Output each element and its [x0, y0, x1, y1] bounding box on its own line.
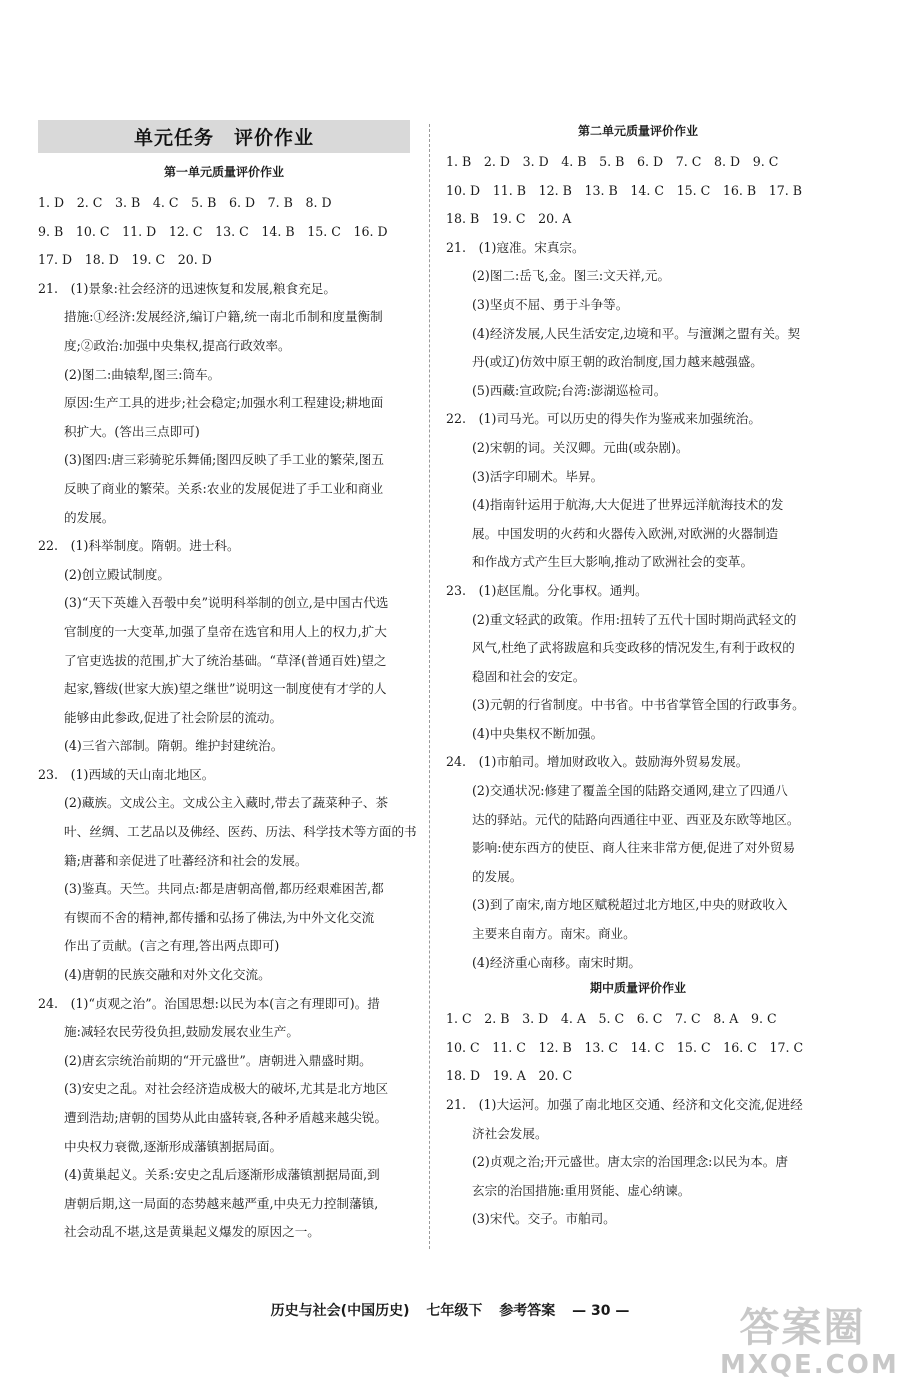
answer-line: 23. (1)西域的天山南北地区。	[38, 766, 215, 782]
answer-line: (2)图二:岳飞,金。图三:文天祥,元。	[472, 268, 671, 284]
footer-grade: 七年级下	[426, 1303, 483, 1319]
answer-line: (5)西藏:宣政院;台湾:澎湖巡检司。	[472, 382, 667, 398]
answer-line: 玄宗的治国措施:重用贤能、虚心纳谏。	[472, 1182, 691, 1198]
page-number: — 30 —	[572, 1303, 630, 1319]
answer-line: 济社会发展。	[472, 1125, 548, 1141]
answer-line: 中央权力衰微,逐渐形成藩镇割据局面。	[64, 1138, 283, 1154]
answer-line: 和作战方式产生巨大影响,推动了欧洲社会的变革。	[472, 554, 754, 570]
unit2-title: 第二单元质量评价作业	[577, 124, 698, 138]
answer-line: (2)藏族。文成公主。文成公主入藏时,带去了蔬菜种子、茶	[64, 795, 389, 811]
answer-line: (3)安史之乱。对社会经济造成极大的破坏,尤其是北方地区	[64, 1081, 389, 1097]
answer-line: 度;②政治:加强中央集权,提高行政效率。	[64, 337, 291, 353]
answer-line: 22. (1)科举制度。隋朝。进士科。	[38, 538, 240, 554]
answer-line: 遭到浩劫;唐朝的国势从此由盛转衰,各种矛盾越来越尖锐。	[64, 1110, 388, 1125]
answer-line: (2)宋朝的词。关汉卿。元曲(或杂剧)。	[472, 439, 689, 455]
midterm-title: 期中质量评价作业	[589, 981, 686, 996]
answer-line: (3)图四:唐三彩骑驼乐舞俑;图四反映了手工业的繁荣,图五	[64, 452, 384, 468]
answer-line: 有锲而不舍的精神,都传播和弘扬了佛法,为中外文化交流	[64, 909, 375, 925]
answer-line: 能够由此参政,促进了社会阶层的流动。	[64, 709, 283, 725]
right-column	[446, 120, 830, 1234]
answer-line: (2)贞观之治;开元盛世。唐太宗的治国理念:以民为本。唐	[472, 1154, 788, 1170]
watermark-logo	[720, 1305, 899, 1385]
answer-line: 施:减轻农民劳役负担,鼓励发展农业生产。	[64, 1024, 299, 1040]
answer-line: (4)黄巢起义。关系:安史之乱后逐渐形成藩镇割据局面,到	[64, 1167, 380, 1183]
answer-line: 的发展。	[64, 509, 115, 525]
midterm-answers	[446, 1005, 830, 1234]
answer-line: 24. (1)“贞观之治”。治国思想:以民为本(言之有理即可)。措	[38, 995, 380, 1011]
answer-line: 1. C 2. B 3. D 4. A 5. C 6. C 7. C 8. A 9. C	[446, 1011, 777, 1027]
answer-line: (3)宋代。交子。市舶司。	[472, 1211, 616, 1227]
answer-line: (3)元朝的行省制度。中书省。中书省掌管全国的行政事务。	[472, 697, 805, 713]
answer-line: (3)坚贞不屈、勇于斗争等。	[472, 296, 629, 312]
section-banner: 单元任务 评价作业	[38, 120, 410, 153]
unit2-answers	[446, 148, 830, 977]
answer-line: 10. D 11. B 12. B 13. B 14. C 15. C 16. B 17. B	[446, 182, 803, 198]
answer-line: 1. D 2. C 3. B 4. C 5. B 6. D 7. B 8. D	[38, 195, 332, 210]
answer-line: (3)到了南宋,南方地区赋税超过北方地区,中央的财政收入	[472, 897, 788, 913]
answer-line: 17. D 18. D 19. C 20. D	[38, 252, 212, 268]
answer-line: 作出了贡献。(言之有理,答出两点即可)	[64, 938, 280, 954]
footer-label: 参考答案	[499, 1303, 556, 1319]
answer-line: 9. B 10. C 11. D 12. C 13. C 14. B 15. C 16. D	[38, 223, 388, 239]
answer-line: 的发展。	[472, 868, 523, 884]
answer-line: (2)创立殿试制度。	[64, 566, 170, 582]
answer-line: 1. B 2. D 3. D 4. B 5. B 6. D 7. C 8. D 9. C	[446, 154, 779, 169]
answer-line: (4)唐朝的民族交融和对外文化交流。	[64, 967, 271, 983]
answer-line: 22. (1)司马光。可以历史的得失作为鉴戒来加强统治。	[446, 411, 761, 427]
answer-line: 积扩大。(答出三点即可)	[64, 423, 200, 439]
answer-line: (4)经济重心南移。南宋时期。	[472, 954, 641, 970]
answer-line: 24. (1)市舶司。增加财政收入。鼓励海外贸易发展。	[446, 754, 749, 770]
answer-line: (4)三省六部制。隋朝。维护封建统治。	[64, 738, 284, 754]
answer-line: 起家,簪绂(世家大族)望之继世”说明这一制度使有才学的人	[64, 681, 387, 697]
answer-line: 丹(或辽)仿效中原王朝的政治制度,国力越来越强盛。	[472, 354, 763, 370]
answer-line: 21. (1)大运河。加强了南北地区交通、经济和文化交流,促进经	[446, 1097, 803, 1112]
footer-subject: 历史与社会(中国历史)	[270, 1303, 410, 1319]
answer-line: (4)指南针运用于航海,大大促进了世界远洋航海技术的发	[472, 497, 784, 513]
answer-line: 叶、丝绸、工艺品以及佛经、医药、历法、科学技术等方面的书	[64, 824, 417, 840]
answer-line: 18. D 19. A 20. C	[446, 1068, 573, 1084]
unit1-answers	[38, 189, 417, 1247]
answer-line: 18. B 19. C 20. A	[446, 211, 572, 227]
answer-line: 10. C 11. C 12. B 13. C 14. C 15. C 16. C 17. C	[446, 1039, 804, 1055]
answer-line: (3)“天下英雄入吾彀中矣”说明科举制的创立,是中国古代选	[64, 595, 389, 611]
unit1-title: 第一单元质量评价作业	[163, 165, 284, 179]
answer-line: (2)重文轻武的政策。作用:扭转了五代十国时期尚武轻文的	[472, 611, 797, 627]
answer-line: 唐朝后期,这一局面的态势越来越严重,中央无力控制藩镇,	[64, 1195, 379, 1211]
answer-line: (3)活字印刷术。毕昇。	[472, 468, 604, 484]
answer-line: 社会动乱不堪,这是黄巢起义爆发的原因之一。	[64, 1224, 320, 1240]
answer-line: (4)中央集权不断加强。	[472, 725, 604, 741]
answer-line: 官制度的一大变革,加强了皇帝在选官和用人上的权力,扩大	[64, 623, 387, 639]
answer-line: (2)图二:曲辕犁,图三:筒车。	[64, 366, 221, 382]
answer-line: (3)鉴真。天竺。共同点:都是唐朝高僧,都历经艰难困苦,都	[64, 881, 384, 897]
answer-line: 原因:生产工具的进步;社会稳定;加强水利工程建设;耕地面	[64, 395, 384, 411]
column-divider	[429, 124, 430, 1249]
answer-line: 23. (1)赵匡胤。分化事权。通判。	[446, 582, 648, 598]
answer-line: (2)唐玄宗统治前期的“开元盛世”。唐朝进入鼎盛时期。	[64, 1052, 372, 1068]
answer-line: 稳固和社会的安定。	[472, 668, 586, 684]
answer-line: 影响:使东西方的使臣、商人往来非常方便,促进了对外贸易	[472, 840, 796, 856]
answer-line: 反映了商业的繁荣。关系:农业的发展促进了手工业和商业	[64, 480, 384, 496]
answer-line: 21. (1)寇准。宋真宗。	[446, 239, 585, 255]
answer-line: (2)交通状况:修建了覆盖全国的陆路交通网,建立了四通八	[472, 783, 788, 799]
watermark-text-bottom: MXQE.COM	[720, 1350, 899, 1380]
answer-line: 达的驿站。元代的陆路向西通往中亚、西亚及东欧等地区。	[472, 811, 800, 827]
answer-line: (4)经济发展,人民生活安定,边境和平。与澶渊之盟有关。契	[472, 325, 801, 341]
answer-line: 展。中国发明的火药和火器传入欧洲,对欧洲的火器制造	[472, 525, 779, 541]
left-column	[38, 120, 417, 1247]
answer-line: 风气,杜绝了武将跋扈和兵变政移的情况发生,有利于政权的	[472, 640, 795, 656]
answer-line: 措施:①经济:发展经济,编订户籍,统一南北币制和度量衡制	[64, 309, 383, 325]
watermark-text-top: 答案圈	[739, 1305, 866, 1351]
answer-line: 了官吏选拔的范围,扩大了统治基础。“草泽(普通百姓)望之	[64, 652, 387, 668]
answer-line: 主要来自南方。南宋。商业。	[472, 926, 636, 942]
answer-line: 21. (1)景象:社会经济的迅速恢复和发展,粮食充足。	[38, 280, 336, 296]
answer-line: 籍;唐蕃和亲促进了吐蕃经济和社会的发展。	[64, 852, 308, 868]
